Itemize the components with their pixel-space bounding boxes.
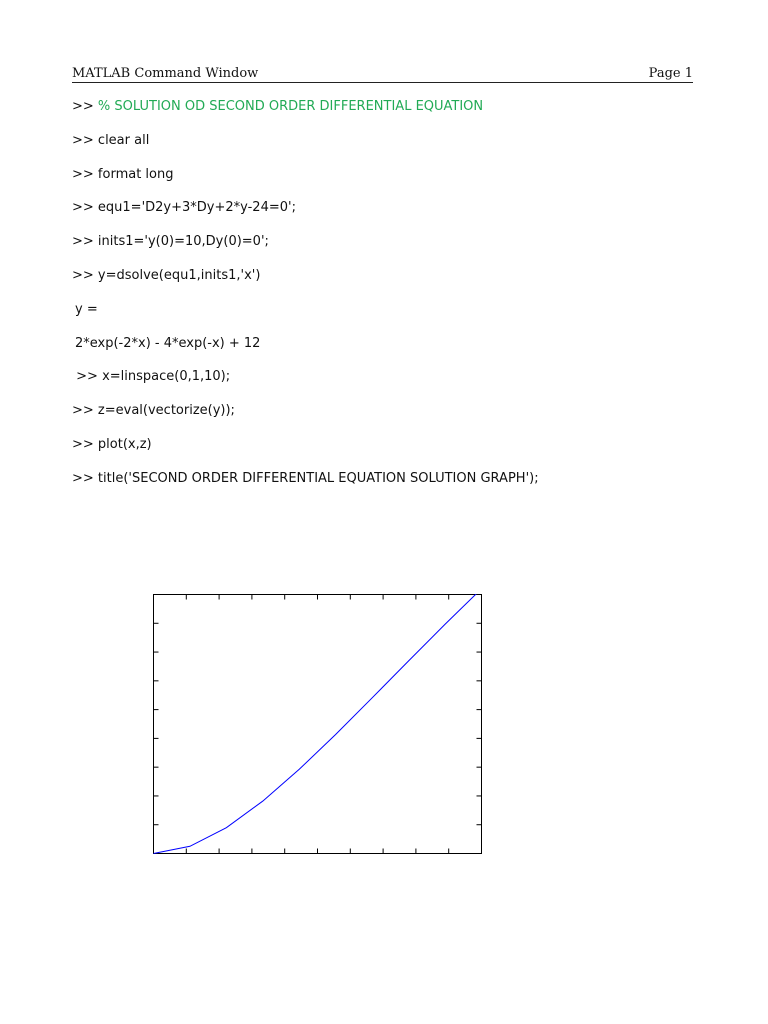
command-text: % SOLUTION OD SECOND ORDER DIFFERENTIAL EQUATION — [97, 99, 484, 114]
prompt: >> — [72, 99, 98, 114]
output-line — [72, 335, 712, 369]
prompt: >> — [72, 403, 98, 419]
command-text: y=dsolve(equ1,inits1,'x') — [97, 267, 261, 283]
prompt: >> — [72, 200, 98, 216]
command-text: equ1='D2y+3*Dy+2*y-24=0'; — [97, 200, 296, 216]
line-plot — [153, 594, 482, 854]
command-line — [72, 368, 712, 402]
command-transcript — [72, 98, 712, 504]
command-text: z=eval(vectorize(y)); — [97, 403, 235, 419]
prompt: >> — [72, 267, 98, 283]
command-line — [72, 267, 712, 301]
command-text: title('SECOND ORDER DIFFERENTIAL EQUATION SOLUTION GRAPH'); — [97, 470, 539, 486]
plot-axes-box — [154, 595, 482, 854]
command-text: inits1='y(0)=10,Dy(0)=0'; — [97, 234, 269, 250]
page-header — [72, 66, 693, 83]
command-line — [72, 470, 712, 504]
prompt: >> — [72, 369, 103, 385]
command-line — [72, 98, 712, 132]
output-line — [72, 301, 712, 335]
output-text: 2*exp(-2*x) - 4*exp(-x) + 12 — [75, 335, 261, 351]
command-text: plot(x,z) — [97, 436, 152, 452]
command-text: clear all — [97, 132, 150, 148]
command-line — [72, 132, 712, 166]
output-text: y = — [75, 301, 98, 317]
command-line — [72, 402, 712, 436]
command-text: x=linspace(0,1,10); — [102, 369, 231, 385]
window-title: MATLAB Command Window — [72, 66, 259, 81]
prompt: >> — [72, 234, 98, 250]
prompt: >> — [72, 470, 98, 486]
prompt: >> — [72, 436, 98, 452]
command-line — [72, 233, 712, 267]
command-line — [72, 436, 712, 470]
prompt: >> — [72, 166, 98, 182]
command-line — [72, 166, 712, 200]
page-number: Page 1 — [648, 66, 693, 81]
command-text: format long — [97, 166, 174, 182]
prompt: >> — [72, 132, 98, 148]
plot-figure — [153, 594, 482, 854]
command-line — [72, 199, 712, 233]
